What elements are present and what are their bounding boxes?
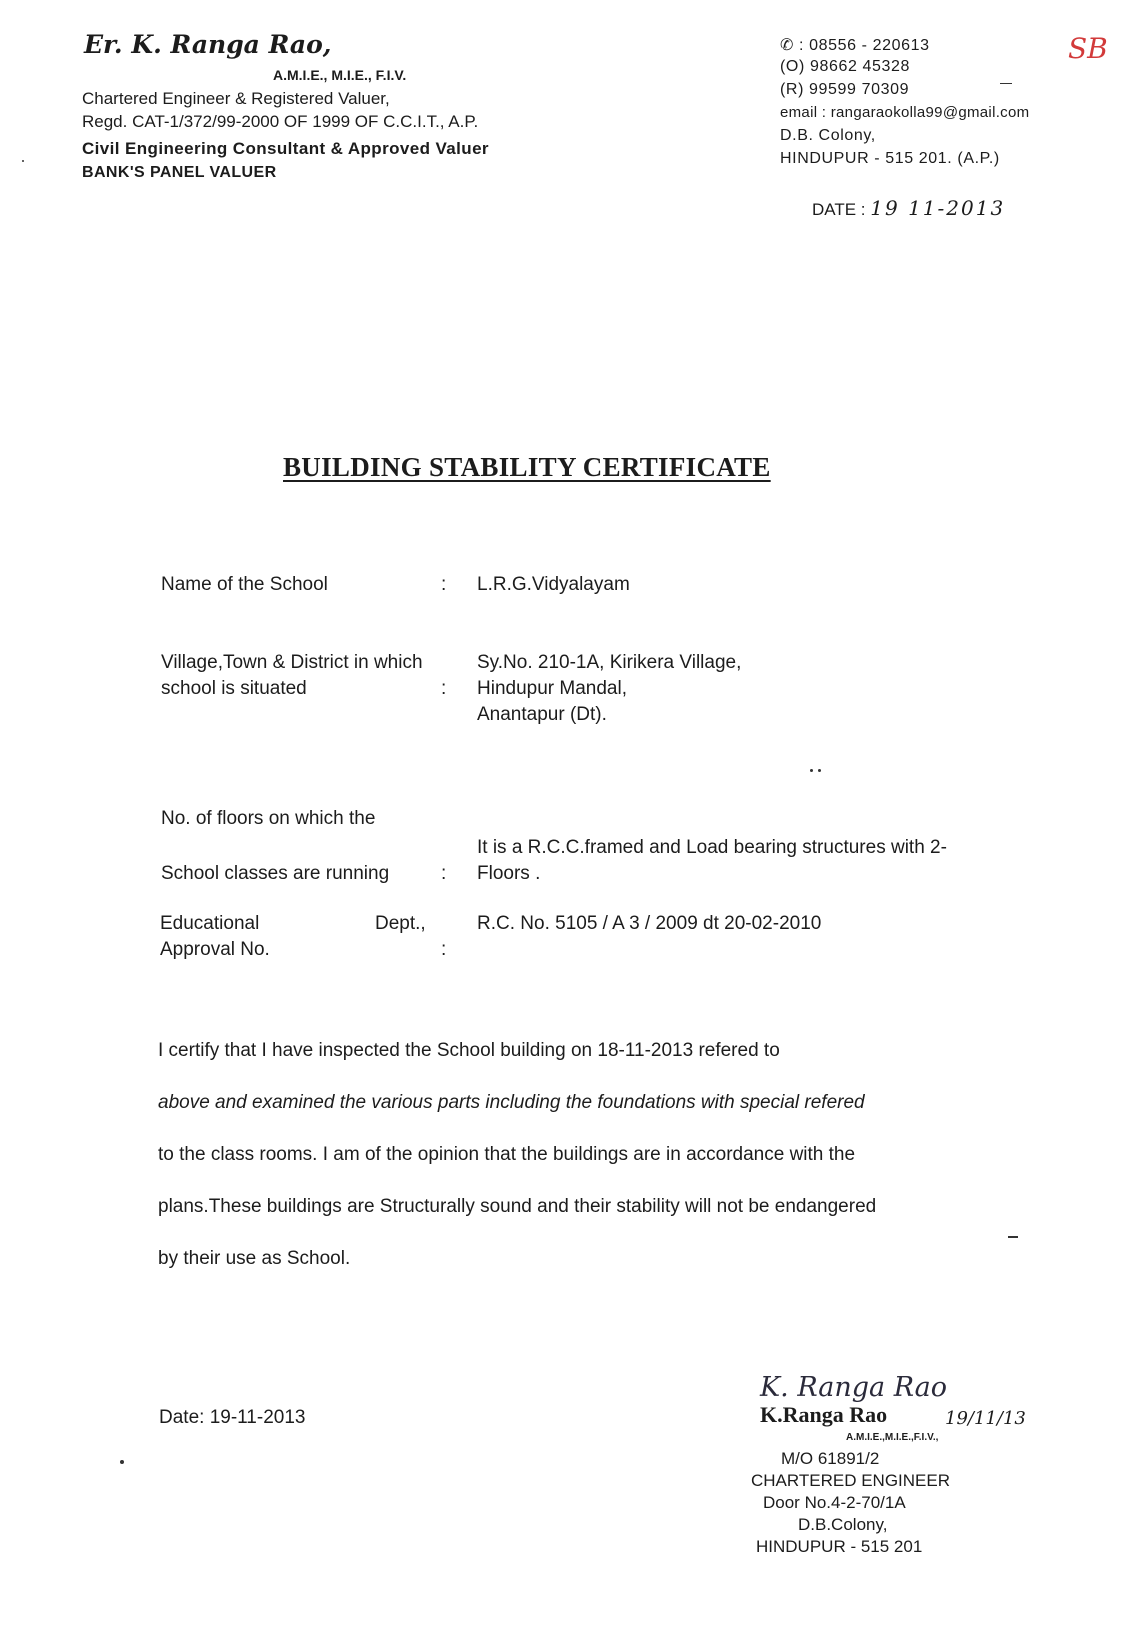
signature-name: K.Ranga Rao (760, 1402, 888, 1427)
field-approval-label-2: Dept., (375, 913, 426, 934)
letterhead-line-1: Chartered Engineer & Registered Valuer, (82, 89, 390, 108)
signature-line-1: M/O 61891/2 (781, 1449, 880, 1468)
signature-line-5: HINDUPUR - 515 201 (756, 1537, 923, 1556)
engineer-qualifications: A.M.I.E., M.I.E., F.I.V. (273, 67, 407, 83)
contact-colony: D.B. Colony, (780, 127, 876, 144)
certification-line-2: above and examined the various parts including the foundations with special refered (158, 1092, 865, 1113)
certification-line-1: I certify that I have inspected the School building on 18-11-2013 refered to (158, 1040, 780, 1061)
field-floors-value-1: It is a R.C.C.framed and Load bearing structures with 2- (477, 837, 947, 858)
signature-line-4: D.B.Colony, (798, 1515, 888, 1534)
field-school-name-colon: : (441, 574, 447, 595)
signature-line-3: Door No.4-2-70/1A (763, 1493, 906, 1512)
certificate-title: BUILDING STABILITY CERTIFICATE (283, 452, 771, 482)
contact-phone: ✆ : 08556 - 220613 (780, 37, 930, 54)
scan-speck (1008, 1236, 1018, 1238)
scan-speck (1000, 83, 1012, 84)
signature-handwritten-date: 19/11/13 (945, 1408, 1026, 1429)
signature-line-2: CHARTERED ENGINEER (751, 1471, 950, 1490)
letterhead-line-2: Regd. CAT-1/372/99-2000 OF 1999 OF C.C.I.T., A.P. (82, 112, 479, 131)
field-floors-label-2: School classes are running (161, 863, 390, 884)
corner-mark: SB (1068, 32, 1108, 65)
contact-residence: (R) 99599 70309 (780, 81, 910, 98)
engineer-name: Er. K. Ranga Rao, (84, 30, 332, 59)
header-date-label: DATE : (812, 200, 866, 219)
signature-qualifications: A.M.I.E.,M.I.E.,F.I.V., (846, 1432, 939, 1443)
letterhead-line-4: BANK'S PANEL VALUER (82, 164, 277, 181)
header-date (812, 196, 1005, 220)
field-location-value-1: Sy.No. 210-1A, Kirikera Village, (477, 652, 742, 673)
field-floors-label-1: No. of floors on which the (161, 808, 376, 829)
scan-speck (22, 160, 24, 162)
certification-line-3: to the class rooms. I am of the opinion that the buildings are in accordance with the (158, 1144, 856, 1165)
footer-date: Date: 19-11-2013 (159, 1407, 306, 1428)
field-school-name-label: Name of the School (161, 574, 328, 595)
field-location-value-2: Hindupur Mandal, (477, 678, 627, 699)
field-location-value-3: Anantapur (Dt). (477, 704, 607, 725)
scan-speck (818, 769, 821, 772)
field-approval-value: R.C. No. 5105 / A 3 / 2009 dt 20-02-2010 (477, 913, 822, 934)
field-location-colon: : (441, 678, 447, 699)
field-floors-value-2: Floors . (477, 863, 541, 884)
certification-line-5: by their use as School. (158, 1248, 351, 1269)
field-approval-colon: : (441, 939, 447, 960)
contact-email: email : rangaraokolla99@gmail.com (780, 104, 1030, 121)
scan-speck (120, 1460, 124, 1464)
field-school-name-value: L.R.G.Vidyalayam (477, 574, 630, 595)
header-date-value: 19 11-2013 (870, 196, 1006, 220)
scan-speck (810, 769, 813, 772)
field-location-label-1: Village,Town & District in which (161, 652, 423, 673)
signature-handwritten: K. Ranga Rao (760, 1372, 948, 1403)
field-approval-label-1: Educational (160, 913, 260, 934)
field-floors-colon: : (441, 863, 447, 884)
certification-line-4: plans.These buildings are Structurally sound and their stability will not be endangered (158, 1196, 877, 1217)
contact-city: HINDUPUR - 515 201. (A.P.) (780, 150, 1000, 167)
letterhead-line-3: Civil Engineering Consultant & Approved Valuer (82, 139, 489, 158)
field-location-label-2: school is situated (161, 678, 307, 699)
contact-office: (O) 98662 45328 (780, 58, 910, 75)
field-approval-label-3: Approval No. (160, 939, 270, 960)
